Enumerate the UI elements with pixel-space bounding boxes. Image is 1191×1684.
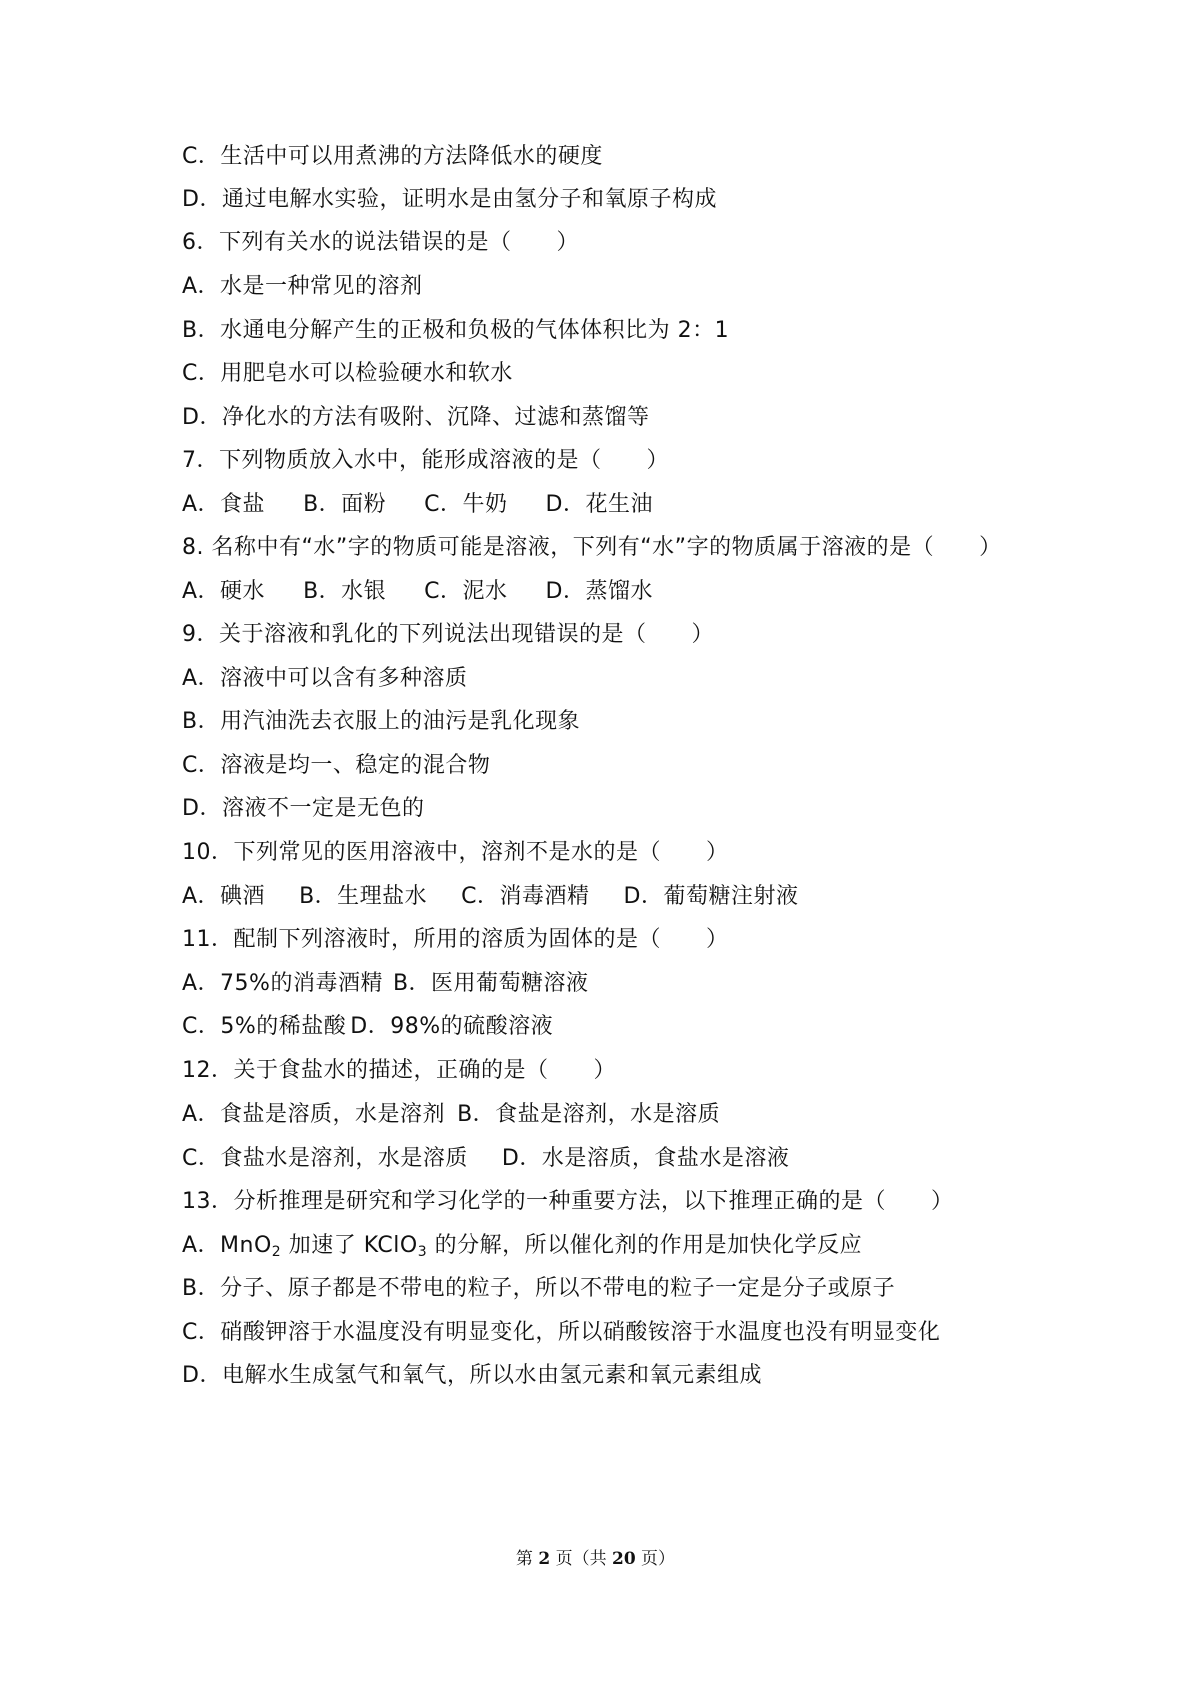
option-6b: B．水通电分解产生的正极和负极的气体体积比为 2：1 [182,318,730,343]
option-6a: A．水是一种常见的溶剂 [182,274,423,299]
current-page-number: 2 [538,1549,551,1569]
option-9b: B．用汽油洗去衣服上的油污是乳化现象 [182,709,581,734]
options-10 [182,882,798,912]
option-10b: B．生理盐水 [299,884,428,909]
question-8: 8. 名称中有“水”字的物质可能是溶液，下列有“水”字的物质属于溶液的是（ ） [182,535,1002,560]
options-12-cd [182,1144,789,1174]
options-11-cd [182,1012,553,1042]
option-9c: C．溶液是均一、稳定的混合物 [182,753,491,778]
options-11-ab [182,969,589,999]
question-12: 12．关于食盐水的描述，正确的是（ ） [182,1058,616,1083]
option-7d: D．花生油 [545,492,653,517]
option-13b: B．分子、原子都是不带电的粒子，所以不带电的粒子一定是分子或原子 [182,1276,896,1301]
question-13: 13．分析推理是研究和学习化学的一种重要方法，以下推理正确的是（ ） [182,1189,954,1214]
options-7 [182,490,653,520]
option-7a: A．食盐 [182,492,266,517]
option-8b: B．水银 [303,579,387,604]
option-8d: D．蒸馏水 [545,579,653,604]
option-13c: C．硝酸钾溶于水温度没有明显变化，所以硝酸铵溶于水温度也没有明显变化 [182,1320,941,1345]
options-8 [182,577,653,607]
option-7b: B．面粉 [303,492,387,517]
option-10d: D．葡萄糖注射液 [623,884,799,909]
option-11c: C．5%的稀盐酸 [182,1014,347,1039]
option-11d: D．98%的硫酸溶液 [350,1014,554,1039]
total-pages-number: 20 [611,1549,636,1569]
option-13a: A．MnO$_2$ 加速了 KClO$_3$ 的分解，所以催化剂的作用是加快化学反应 [182,1233,863,1260]
question-10: 10．下列常见的医用溶液中，溶剂不是水的是（ ） [182,840,729,865]
option-9d: D．溶液不一定是无色的 [182,796,425,821]
page-footer: 第 2 页（共 20 页） [515,1549,676,1569]
options-12-ab [182,1100,720,1130]
option-6d: D．净化水的方法有吸附、沉降、过滤和蒸馏等 [182,405,650,430]
option-6c: C．用肥皂水可以检验硬水和软水 [182,361,513,386]
option-8a: A．硬水 [182,579,266,604]
option-5d: D．通过电解水实验，证明水是由氢分子和氧原子构成 [182,187,717,212]
option-12c: C．食盐水是溶剂，水是溶质 [182,1146,468,1171]
option-5c: C．生活中可以用煮沸的方法降低水的硬度 [182,144,603,169]
question-11: 11．配制下列溶液时，所用的溶质为固体的是（ ） [182,927,729,952]
option-10c: C．消毒酒精 [461,884,590,909]
option-10a: A．碘酒 [182,884,266,909]
option-8c: C．泥水 [424,579,508,604]
option-13d: D．电解水生成氢气和氧气，所以水由氢元素和氧元素组成 [182,1363,762,1388]
option-12b: B．食盐是溶剂，水是溶质 [457,1102,721,1127]
option-7c: C．牛奶 [424,492,508,517]
question-7: 7．下列物质放入水中，能形成溶液的是（ ） [182,448,669,473]
option-11a: A．75%的消毒酒精 [182,971,383,996]
question-9: 9．关于溶液和乳化的下列说法出现错误的是（ ） [182,622,714,647]
question-6: 6．下列有关水的说法错误的是（ ） [182,230,579,255]
option-11b: B．医用葡萄糖溶液 [392,971,589,996]
option-9a: A．溶液中可以含有多种溶质 [182,666,468,691]
option-12d: D．水是溶质，食盐水是溶液 [501,1146,790,1171]
option-12a: A．食盐是溶质，水是溶剂 [182,1102,446,1127]
